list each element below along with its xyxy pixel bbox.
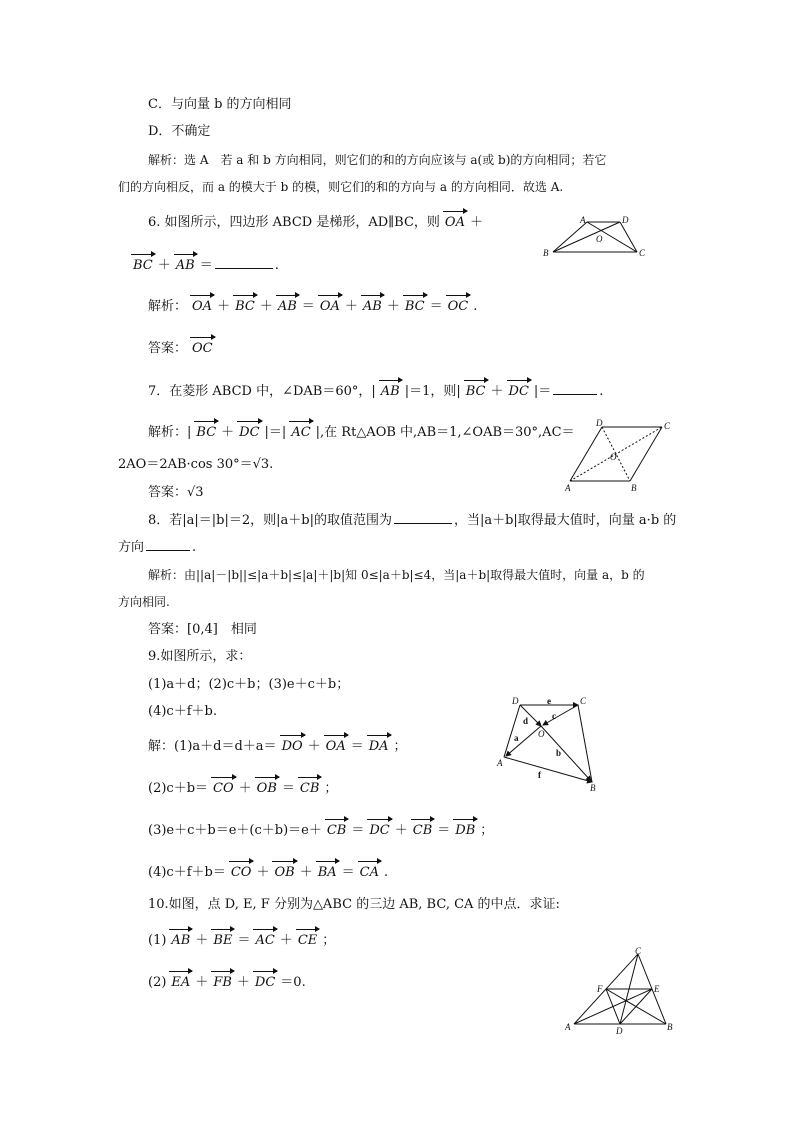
solution-8-line1: 解析：由||a|－|b||≤|a＋b|≤|a|＋|b|知 0≤|a＋b|≤4，当|a＋b|取得最大值时，向量 a，b 的 (148, 568, 645, 582)
question-9: 9.如图所示，求： (148, 649, 252, 664)
trapezoid-figure (540, 212, 652, 262)
equals: ＝ (351, 823, 365, 838)
plus: ＋ (236, 975, 250, 990)
solution-9-2 (148, 780, 337, 798)
equals: ＝ (281, 781, 295, 796)
vec-ab: AB (277, 299, 297, 314)
solution-7-line2: 2AO＝2AB·cos 30°＝√3. (118, 457, 274, 472)
vec-oa: OA (325, 739, 346, 754)
plus: ＋ (307, 739, 321, 754)
plus: ＋ (217, 299, 231, 314)
part-1-label: (1) (148, 933, 167, 948)
solution-5-line2: 们的方向相反，而 a 的模大于 b 的模，则它们的和的方向与 a 的方向相同．故选 A. (118, 180, 564, 194)
answer-7: 答案：√3 (148, 485, 204, 500)
label-d: D (512, 696, 519, 706)
vec-oa: OA (444, 215, 465, 230)
solution-7: 解析：| BC ＋ DC |＝| AC |,在 Rt△AOB 中,AB＝1,∠OAB＝30°,AC＝ (148, 425, 575, 440)
equals: ＝ (350, 739, 364, 754)
label-b: B (543, 248, 549, 258)
vec-cb: CB (326, 823, 347, 838)
label-b: B (667, 1022, 673, 1032)
plus: ＋ (394, 823, 408, 838)
vec-ca: CA (359, 865, 380, 880)
plus: ＋ (259, 299, 273, 314)
vec-dc: DC (239, 425, 260, 440)
label-d: D (616, 1026, 623, 1036)
vec-ce: CE (297, 933, 318, 948)
plus: ＋ (299, 865, 313, 880)
vec-ac: AC (255, 933, 275, 948)
equals: ＝ (429, 299, 443, 314)
question-8-text-b: ，当|a＋b|取得最大值时，向量 a·b 的 (453, 513, 677, 528)
question-7 (148, 382, 603, 401)
vec-dc: DC (254, 975, 276, 990)
vec-bc: BC (133, 258, 153, 273)
vec-oa: OA (319, 299, 340, 314)
label-c: C (639, 248, 646, 258)
solution-9-4-text: (4)c＋f＋b＝ (148, 865, 226, 880)
solution-label: 解析： (148, 425, 188, 440)
label-a: A (565, 483, 571, 493)
label-e: E (654, 984, 660, 994)
question-8-text: 8．若|a|＝|b|＝2，则|a＋b|的取值范围为 (148, 513, 392, 528)
solution-6 (148, 298, 477, 316)
vec-co: CO (230, 865, 252, 880)
vec-dc: DC (369, 823, 390, 838)
vec-ac: AC (291, 425, 311, 440)
answer-blank (553, 382, 597, 395)
equals: ＝ (199, 258, 213, 273)
label-a: A (565, 1022, 571, 1032)
equals: ＝ (437, 823, 451, 838)
plus: ＋ (256, 865, 270, 880)
question-10-part-1 (148, 932, 335, 950)
solution-9-2-text: (2)c＋b＝ (148, 781, 209, 796)
question-8-cont (118, 538, 196, 557)
label-c: C (580, 696, 587, 706)
solution-9-1-text: 解：(1)a＋d＝d＋a＝ (148, 739, 277, 754)
question-8 (148, 511, 676, 530)
plus: ＋ (469, 215, 483, 230)
vec-bc: BC (465, 384, 486, 399)
vec-cb: CB (412, 823, 433, 838)
question-10: 10.如图，点 D, E, F 分别为△ABC 的三边 AB, BC, CA 的中点．求证: (148, 897, 560, 912)
plus: ＋ (279, 933, 293, 948)
label-e: e (547, 696, 551, 706)
label-o: O (538, 729, 545, 739)
vec-dc: DC (508, 384, 529, 399)
period: . (192, 540, 197, 555)
question-7-text: 7．在菱形 ABCD 中，∠DAB＝60°，| (148, 384, 376, 399)
vec-oa: OA (192, 299, 213, 314)
solution-7-text-b: |,在 Rt△AOB 中,AB＝1,∠OAB＝30°,AC＝ (315, 425, 575, 440)
part-2-end: ＝0. (280, 975, 306, 990)
answer-8: 答案：[0,4] 相同 (148, 622, 257, 637)
label-b: B (631, 483, 637, 493)
question-6-text: 6. 如图所示，四边形 ABCD 是梯形，AD∥BC，则 (148, 215, 440, 230)
label-c: C (635, 946, 642, 956)
vec-ba: BA (317, 865, 337, 880)
vec-cb: CB (299, 781, 320, 796)
question-6-cont (128, 256, 279, 275)
vec-ea: EA (171, 975, 191, 990)
label-o: O (596, 234, 603, 244)
plus: ＋ (490, 384, 504, 399)
triangle-figure (562, 946, 678, 1036)
plus: ＋ (386, 299, 400, 314)
period: . (274, 258, 279, 273)
answer-blank (146, 538, 190, 551)
plus: ＋ (238, 781, 252, 796)
label-o: O (610, 452, 617, 462)
vec-oc: OC (192, 341, 213, 356)
plus: ＋ (344, 299, 358, 314)
label-d: D (622, 215, 629, 225)
solution-9-4 (148, 864, 388, 882)
vec-ob: OB (256, 781, 277, 796)
label-b: B (590, 783, 596, 792)
question-6 (148, 214, 483, 232)
label-c-vec: c (552, 711, 556, 721)
vec-ab: AB (175, 258, 195, 273)
label-b-vec: b (556, 748, 562, 758)
equals: ＝ (301, 299, 315, 314)
option-d: D．不确定 (148, 124, 211, 139)
vec-co: CO (213, 781, 234, 796)
part-2-label: (2) (148, 975, 167, 990)
label-a: A (580, 215, 586, 225)
vec-bc: BC (235, 299, 255, 314)
vec-be: BE (213, 933, 233, 948)
answer-label: 答案： (148, 341, 188, 356)
solution-8-line2: 方向相同. (118, 595, 170, 609)
question-9-parts-2: (4)c＋f＋b. (148, 704, 217, 719)
answer-blank (394, 511, 452, 524)
vec-ab: AB (362, 299, 382, 314)
vec-ab: AB (380, 384, 400, 399)
solution-7-text-a: |＝| (264, 425, 287, 440)
period: . (473, 299, 478, 314)
vec-da: DA (368, 739, 389, 754)
question-7-text-b: |＝1，则| (404, 384, 461, 399)
label-d: D (596, 418, 603, 428)
solution-9-3 (148, 822, 493, 840)
label-f: F (597, 984, 603, 994)
answer-blank (215, 256, 273, 269)
option-c: C．与向量 b 的方向相同 (148, 97, 292, 112)
label-a: A (497, 758, 503, 768)
period: . (384, 865, 389, 880)
question-9-parts-1: (1)a＋d；(2)c＋b；(3)e＋c＋b； (148, 677, 350, 692)
label-d-vec: d (523, 716, 529, 726)
period: . (599, 384, 604, 399)
vec-ob: OB (274, 865, 295, 880)
solution-9-1 (148, 738, 407, 756)
vec-ab: AB (171, 933, 191, 948)
vec-fb: FB (213, 975, 232, 990)
semicolon: ； (480, 823, 494, 838)
label-a-vec: a (514, 733, 519, 743)
label-c: C (664, 421, 671, 431)
solution-9-3-text: (3)e＋c＋b＝e＋(c＋b)＝e＋ (148, 823, 322, 838)
equals: ＝ (341, 865, 355, 880)
vec-bc: BC (404, 299, 425, 314)
semicolon: ； (324, 781, 338, 796)
question-7-text-c: |＝ (533, 384, 552, 399)
plus: ＋ (195, 975, 209, 990)
vec-oc: OC (447, 299, 469, 314)
vec-bc: BC (196, 425, 217, 440)
semicolon: ； (393, 739, 407, 754)
question-10-part-2 (148, 974, 306, 992)
vec-do: DO (281, 739, 303, 754)
rhombus-figure (560, 418, 680, 496)
solution-5-line1: 解析：选 A 若 a 和 b 方向相同，则它们的和的方向应该与 a(或 b)的方向相同；若它 (148, 153, 607, 167)
question-8-text-c: 方向 (118, 540, 145, 555)
equals: ＝ (237, 933, 251, 948)
answer-6 (148, 340, 218, 358)
plus: ＋ (195, 933, 209, 948)
semicolon: ； (322, 933, 336, 948)
quadrilateral-figure (494, 694, 604, 792)
solution-label: 解析： (148, 299, 188, 314)
plus: ＋ (157, 258, 171, 273)
vec-db: DB (455, 823, 476, 838)
plus: ＋ (221, 425, 235, 440)
label-f-vec: f (538, 770, 541, 780)
